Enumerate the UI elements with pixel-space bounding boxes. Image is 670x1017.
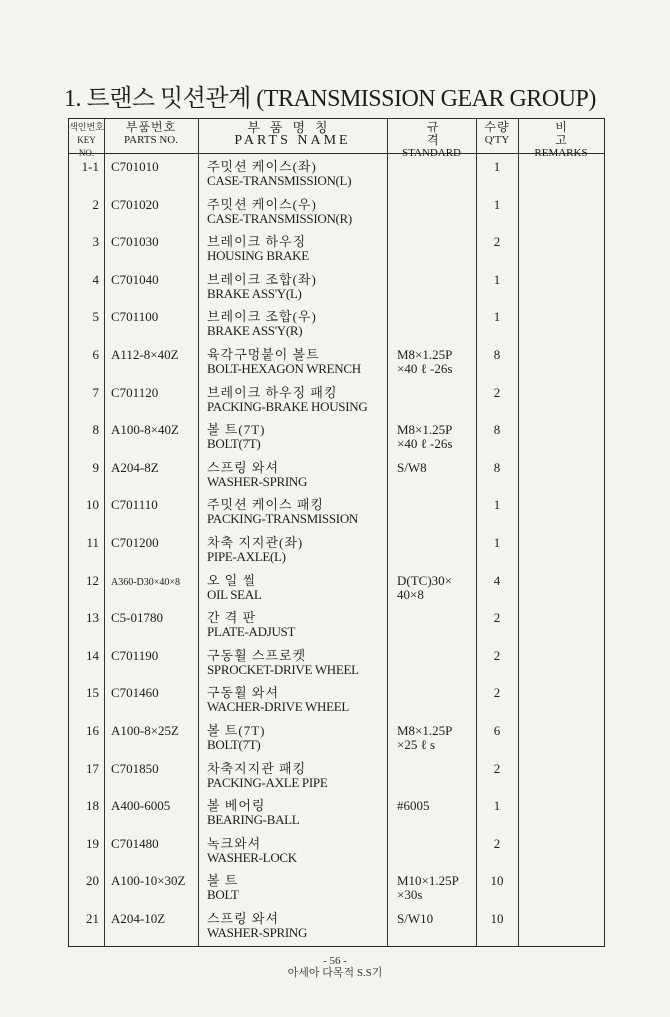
standard-cell: M8×1.25P [397, 347, 453, 362]
parts-name-en-cell: CASE-TRANSMISSION(L) [207, 173, 352, 188]
table-row [69, 644, 604, 682]
table-row [69, 569, 604, 607]
standard-cell: M8×1.25P [397, 723, 453, 738]
header-label-en: PARTS NAME [234, 133, 351, 148]
parts-name-ko-cell: 볼 트(7T) [207, 723, 266, 738]
qty-cell: 1 [493, 535, 501, 550]
header-label-ko: 비고 [555, 120, 593, 147]
parts-name-en-cell: BOLT-HEXAGON WRENCH [207, 361, 361, 376]
parts-no-cell: C701850 [111, 760, 159, 776]
parts-no-cell: C701110 [111, 497, 158, 513]
qty-cell: 1 [493, 497, 501, 513]
key-no-cell: 18 [86, 798, 99, 814]
standard-cell-line2: ×30s [397, 887, 423, 903]
parts-name-ko-cell: 육각구멍붙이 볼트 [207, 347, 320, 362]
parts-no-cell: C701190 [111, 647, 159, 663]
qty-cell: 2 [493, 384, 501, 400]
key-no-cell: 14 [86, 647, 99, 663]
qty-cell: 10 [490, 911, 504, 926]
table-row [69, 869, 604, 907]
parts-name-en-cell: WASHER-LOCK [207, 849, 297, 865]
parts-name-ko-cell: 볼 베어링 [207, 798, 266, 814]
parts-no-cell: C701120 [111, 384, 159, 400]
parts-name-en-cell: HOUSING BRAKE [207, 248, 309, 264]
footer-caption: 아세아 다목적 S.S기 [287, 967, 383, 979]
qty-cell: 1 [493, 798, 501, 814]
qty-cell: 2 [493, 234, 501, 250]
parts-no-cell: C5-01780 [111, 610, 163, 626]
qty-cell: 1 [493, 159, 501, 174]
parts-name-ko-cell: 차축 지지관(좌) [207, 535, 304, 550]
parts-name-ko-cell: 간 격 판 [207, 610, 257, 626]
key-no-cell: 13 [86, 610, 99, 626]
table-row [69, 719, 604, 757]
table-row [69, 606, 604, 644]
parts-name-ko-cell: 차축지지관 패킹 [207, 760, 307, 776]
parts-name-en-cell: BOLT [207, 887, 239, 903]
parts-name-en-cell: PACKING-BRAKE HOUSING [207, 398, 368, 414]
table-row [69, 907, 604, 945]
key-no-cell: 19 [86, 835, 99, 851]
header-remarks [518, 119, 604, 159]
parts-no-cell: C701040 [111, 271, 159, 287]
key-no-cell: 2 [92, 196, 99, 212]
parts-no-cell: A112-8×40Z [111, 347, 179, 362]
parts-name-en-cell: PACKING-TRANSMISSION [207, 511, 358, 527]
qty-cell: 4 [493, 572, 501, 588]
qty-cell: 8 [493, 422, 501, 438]
standard-cell-line2: ×40 ℓ -26s [397, 361, 453, 376]
parts-name-ko-cell: 녹크와셔 [207, 835, 262, 851]
parts-no-cell: C701480 [111, 835, 159, 851]
parts-no-cell: A100-8×25Z [111, 723, 179, 738]
header-label-en: REMARKS [534, 147, 588, 159]
parts-name-ko-cell: 브레이크 조합(우) [207, 309, 317, 325]
parts-name-en-cell: BOLT(7T) [207, 436, 261, 452]
standard-cell: D(TC)30× [397, 572, 452, 588]
qty-cell: 10 [490, 873, 504, 889]
key-no-cell: 4 [92, 271, 99, 287]
standard-cell: #6005 [397, 798, 430, 814]
parts-name-ko-cell: 오 일 씰 [207, 572, 257, 588]
key-no-cell: 15 [86, 685, 99, 701]
key-no-cell: 9 [92, 459, 99, 475]
key-no-cell: 16 [86, 723, 99, 738]
qty-cell: 8 [493, 459, 501, 475]
qty-cell: 1 [493, 196, 501, 212]
parts-no-cell: C701030 [111, 234, 159, 250]
key-no-cell: 6 [92, 347, 99, 362]
standard-cell-line2: ×25 ℓ s [397, 737, 436, 752]
standard-cell-line2: 40×8 [397, 586, 424, 602]
parts-name-ko-cell: 볼 트(7T) [207, 422, 266, 438]
qty-cell: 2 [493, 610, 501, 626]
parts-name-ko-cell: 브레이크 하우징 [207, 234, 307, 250]
key-no-cell: 17 [86, 760, 99, 776]
standard-cell: M8×1.25P [397, 422, 453, 438]
qty-cell: 1 [493, 309, 501, 325]
parts-name-en-cell: BOLT(7T) [207, 737, 261, 752]
parts-no-cell: A400-6005 [111, 798, 171, 814]
qty-cell: 1 [493, 271, 501, 287]
key-no-cell: 20 [86, 873, 99, 889]
key-no-cell: 3 [92, 234, 99, 250]
qty-cell: 8 [493, 347, 501, 362]
parts-name-ko-cell: 스프링 와셔 [207, 911, 280, 926]
parts-no-cell: A204-8Z [111, 459, 159, 475]
parts-name-en-cell: PACKING-AXLE PIPE [207, 774, 328, 790]
table-row [69, 493, 604, 531]
table-row [69, 832, 604, 870]
parts-name-ko-cell: 주밋션 케이스(좌) [207, 159, 317, 174]
header-label-ko: 부품명칭 [247, 120, 338, 135]
key-no-cell: 11 [86, 535, 99, 550]
table-row [69, 757, 604, 795]
parts-name-en-cell: WACHER-DRIVE WHEEL [207, 699, 350, 715]
table-row [69, 230, 604, 268]
key-no-cell: 1-1 [81, 159, 99, 174]
parts-no-cell: A204-10Z [111, 911, 166, 926]
parts-no-cell: C701010 [111, 159, 159, 174]
parts-name-ko-cell: 주밋션 케이스(우) [207, 196, 317, 212]
parts-name-ko-cell: 브레이크 하우징 패킹 [207, 384, 338, 400]
key-no-cell: 8 [92, 422, 99, 438]
header-standard [387, 119, 479, 159]
key-no-cell: 7 [92, 384, 99, 400]
key-no-cell: 5 [92, 309, 99, 325]
table-row [69, 193, 604, 231]
parts-name-en-cell: WASHER-SPRING [207, 473, 308, 489]
parts-no-cell: C701100 [111, 309, 159, 325]
table-row [69, 794, 604, 832]
parts-name-ko-cell: 볼 트 [207, 873, 239, 889]
table-row [69, 155, 604, 193]
parts-name-ko-cell: 구동휠 스프로켓 [207, 647, 307, 663]
parts-name-ko-cell: 스프링 와셔 [207, 459, 280, 475]
table-header [69, 119, 604, 159]
qty-cell: 2 [493, 760, 501, 776]
parts-no-cell: A100-8×40Z [111, 422, 179, 438]
parts-name-en-cell: BRAKE ASS'Y(L) [207, 285, 302, 301]
qty-cell: 2 [493, 647, 501, 663]
header-label-ko: 색인번호 [69, 122, 104, 132]
table-row [69, 418, 604, 456]
parts-name-en-cell: BEARING-BALL [207, 812, 300, 828]
qty-cell: 2 [493, 835, 501, 851]
parts-name-ko-cell: 구동휠 와셔 [207, 685, 280, 701]
parts-name-en-cell: BRAKE ASS'Y(R) [207, 323, 303, 339]
standard-cell: S/W8 [397, 459, 427, 475]
header-key-no [69, 119, 104, 158]
table-row [69, 343, 604, 381]
standard-cell: S/W10 [397, 911, 434, 926]
page-footer [0, 955, 670, 979]
parts-table [68, 118, 605, 947]
parts-name-en-cell: OIL SEAL [207, 586, 262, 602]
qty-cell: 6 [493, 723, 501, 738]
header-label-ko: 부품번호 [125, 120, 177, 134]
table-row [69, 681, 604, 719]
parts-no-cell: C701200 [111, 535, 159, 550]
table-row [69, 305, 604, 343]
standard-cell: M10×1.25P [397, 873, 459, 889]
table-row [69, 381, 604, 419]
qty-cell: 2 [493, 685, 501, 701]
parts-name-en-cell: PIPE-AXLE(L) [207, 549, 286, 564]
key-no-cell: 12 [86, 572, 99, 588]
header-qty [476, 119, 518, 153]
table-row [69, 531, 604, 569]
key-no-cell: 21 [86, 911, 99, 926]
parts-name-en-cell: SPROCKET-DRIVE WHEEL [207, 661, 359, 677]
header-label-ko: 수량 [484, 120, 510, 134]
parts-name-en-cell: CASE-TRANSMISSION(R) [207, 210, 352, 226]
parts-no-cell: C701460 [111, 685, 159, 701]
header-label-en: PARTS NO. [124, 134, 178, 146]
table-row [69, 268, 604, 306]
parts-no-cell: A100-10×30Z [111, 873, 186, 889]
header-parts-name [198, 119, 387, 153]
parts-no-cell: A360-D30×40×8 [111, 576, 181, 588]
parts-no-cell: C701020 [111, 196, 159, 212]
parts-name-ko-cell: 브레이크 조합(좌) [207, 271, 317, 287]
header-parts-no [104, 119, 198, 153]
parts-name-en-cell: WASHER-SPRING [207, 925, 308, 940]
key-no-cell: 10 [86, 497, 99, 513]
header-label-ko: 규격 [427, 120, 479, 147]
page-title: 1. 트랜스 밋션관계 (TRANSMISSION GEAR GROUP) [64, 86, 596, 112]
parts-name-en-cell: PLATE-ADJUST [207, 624, 296, 640]
standard-cell-line2: ×40 ℓ -26s [397, 436, 453, 452]
table-row [69, 456, 604, 494]
parts-name-ko-cell: 주밋션 케이스 패킹 [207, 497, 324, 513]
page-number: - 56 - [323, 955, 347, 967]
header-label-en: STANDARD [401, 147, 461, 159]
header-label-en: KEY NO. [77, 135, 96, 158]
header-label-en: Q'TY [484, 134, 510, 146]
